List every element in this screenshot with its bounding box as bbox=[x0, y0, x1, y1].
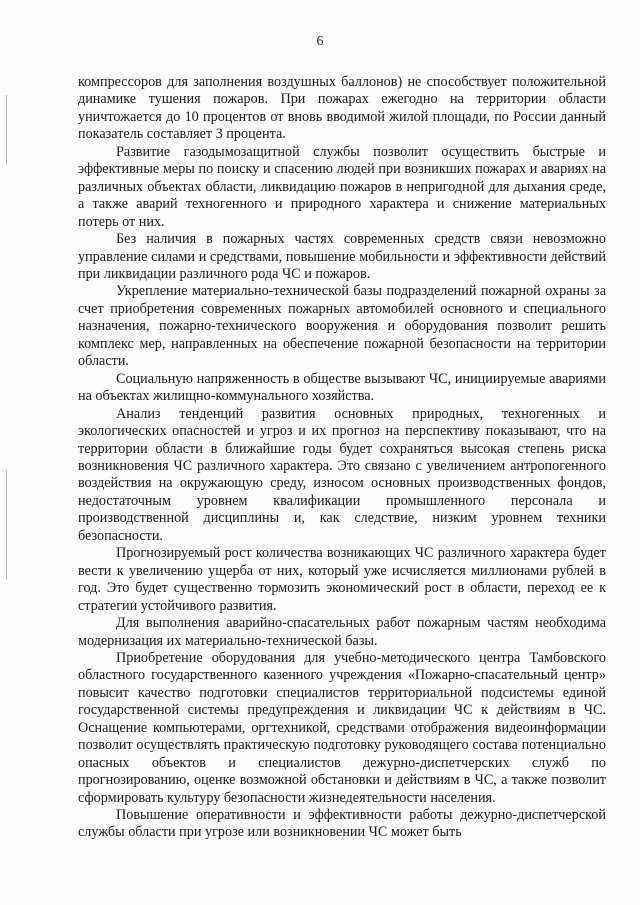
paragraph: Социальную напряженность в обществе вызывают ЧС, инициируемые авариями на объектах жилищно-коммунального хозяйства. bbox=[78, 370, 606, 405]
paragraph: Укрепление материально-технической базы подразделений пожарной охраны за счет приобретения современных пожарных автомобилей основного и специального назначения, пожарно-технического вооружения и оборудования позволит решить комплекс мер, направленных на обеспечение пожарной безопасности на территории области. bbox=[78, 283, 606, 370]
paragraph: Прогнозируемый рост количества возникающих ЧС различного характера будет вести к увеличению ущерба от них, который уже исчисляется миллионами рублей в год. Это будет существенно тормозить экономический рост в области, переход ее к стратегии устойчивого развития. bbox=[78, 545, 606, 614]
paragraph: Развитие газодымозащитной службы позволит осуществить быстрые и эффективные меры по поиску и спасению людей при возникших пожарах и авариях на различных объектах области, ликвидацию пожаров в непригодной для дыхания среде, а также аварий техногенного и природного характера и снижение материальных потерь от них. bbox=[78, 143, 606, 230]
scan-edge-mark bbox=[6, 95, 7, 165]
paragraph: Повышение оперативности и эффективности работы дежурно-диспетчерской службы области при угрозе или возникновении ЧС может быть bbox=[78, 807, 606, 841]
paragraph: Анализ тенденций развития основных природных, техногенных и экологических опасностей и угроз и их прогноз на перспективу показывают, что на территории области в ближайшие годы будет сохраняться высокая степень риска возникновения ЧС различного характера. Это связано с увеличением антропогенного воздействия на окружающую среду, износом основных производственных фондов, недостаточным уровнем квалификации промышленного персонала и производственной дисциплины и, как следствие, низким уровнем техники безопасности. bbox=[78, 405, 606, 544]
paragraph: Без наличия в пожарных частях современных средств связи невозможно управление силами и средствами, повышение мобильности и эффективности действий при ликвидации различного рода ЧС и пожаров. bbox=[78, 231, 606, 282]
paragraph: Приобретение оборудования для учебно-методического центра Тамбовского областного государственного казенного учреждения «Пожарно-спасательный центр» повысит качество подготовки специалистов территориальной подсистемы единой государственной системы предупреждения и ликвидации ЧС к действиям в ЧС. Оснащение компьютерами, оргтехникой, средствами отображения видеоинформации позволит осуществлять практическую подготовку руководящего состава потенциально опасных объектов и специалистов дежурно-диспетчерских служб по прогнозированию, оценке возможной обстановки и действиям в ЧС, а также позволит сформировать культуру безопасности жизнедеятельности населения. bbox=[78, 649, 606, 806]
paragraph: компрессоров для заполнения воздушных баллонов) не способствует положительной динамике тушения пожаров. При пожарах ежегодно на территории области уничтожается до 10 процентов от вновь вводимой жилой площади, по России данный показатель составляет 3 процента. bbox=[78, 74, 606, 143]
page-number: 6 bbox=[316, 34, 324, 49]
document-body bbox=[78, 74, 606, 842]
paragraph: Для выполнения аварийно-спасательных работ пожарным частям необходима модернизация их материально-технической базы. bbox=[78, 615, 606, 649]
scan-edge-mark bbox=[6, 470, 7, 580]
